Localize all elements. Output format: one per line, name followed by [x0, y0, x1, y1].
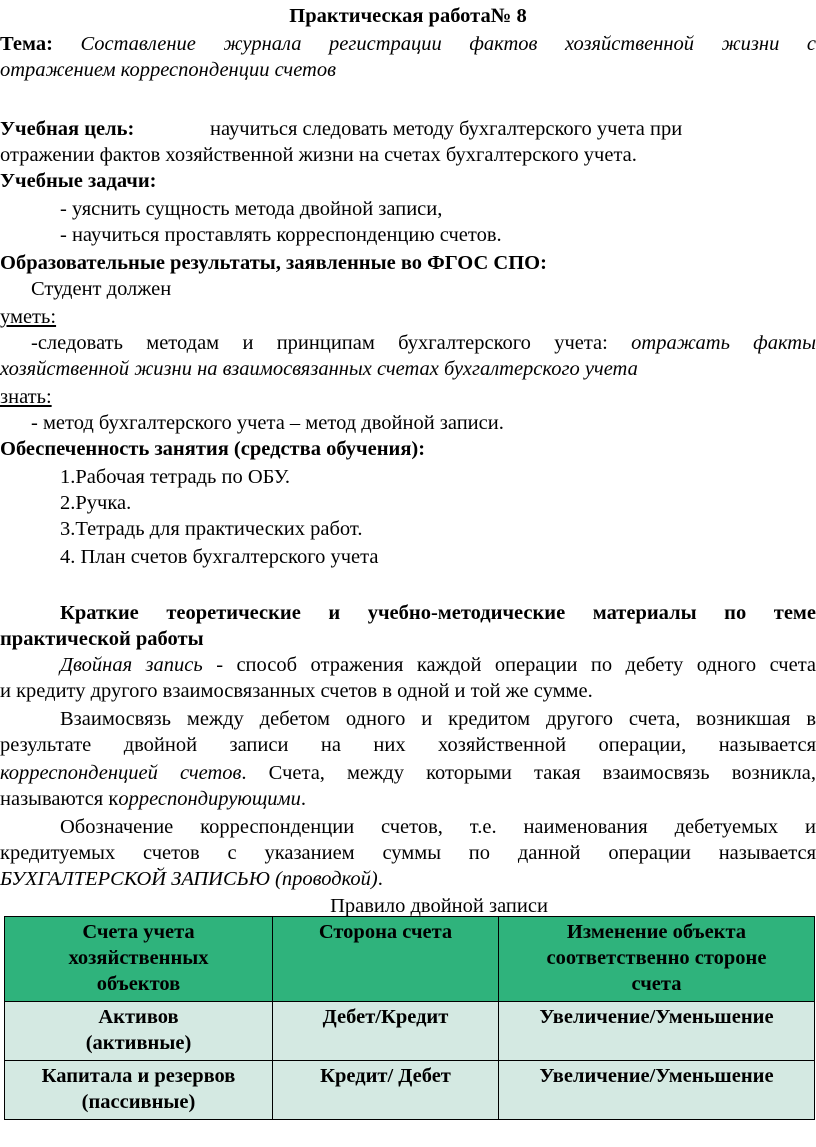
student-line: Студент должен: [31, 278, 172, 300]
provision-item: 4. План счетов бухгалтерского учета: [60, 546, 379, 568]
goal-line-2: отражении фактов хозяйственной жизни на счетах бухгалтерского учета.: [0, 144, 637, 166]
goal-label: Учебная цель:: [0, 118, 135, 140]
page-title: Практическая работа№ 8: [289, 5, 527, 27]
p2-term: корреспонденцией счетов: [0, 762, 242, 784]
goal-line-1: [0, 116, 816, 142]
provision-item: 3.Тетрадь для практических работ.: [60, 518, 363, 540]
p3-line-2: кредитуемых счетов с указанием суммы по данной операции называется: [0, 842, 816, 864]
goal-text: научиться следовать методу бухгалтерского учета при: [210, 118, 683, 140]
can-line-2: хозяйственной жизни на взаимосвязанных счетах бухгалтерского учета: [0, 358, 638, 380]
topic-text: Составление журнала регистрации фактов хозяйственной жизни с: [80, 33, 816, 55]
p2-line-2: результате двойной записи на них хозяйственной операции, называется: [0, 734, 816, 756]
table-cell: Капитала и резервов (пассивные): [5, 1061, 273, 1120]
p2-line-4-text: называются к: [0, 788, 119, 810]
p3-line-1: Обозначение корреспонденции счетов, т.е. наименования дебетуемых и: [60, 816, 816, 838]
theory-heading-line-1: Краткие теоретические и учебно-методические материалы по теме: [60, 602, 816, 624]
p2-line-4-end: .: [300, 788, 307, 810]
table-row: [5, 1002, 815, 1061]
p3-line-3: [0, 866, 383, 892]
p2-line-1: Взаимосвязь между дебетом одного и кредитом другого счета, возникшая в: [60, 708, 816, 730]
can-text-italic: отражать факты: [631, 332, 816, 354]
p2-line-3: [0, 760, 816, 786]
p2-line-4-term: орреспондирующими: [118, 788, 301, 810]
topic-line-1: [0, 31, 816, 57]
topic-label: Тема:: [0, 33, 53, 55]
table-cell: Активов (активные): [5, 1002, 273, 1061]
table-cell: Дебет/Кредит: [273, 1002, 499, 1061]
table-header-cell: Сторона счета: [273, 917, 499, 1002]
provision-item: 2.Ручка.: [60, 492, 132, 514]
p2-line-4: [0, 786, 306, 812]
p2-rest: . Счета, между которыми такая взаимосвязь возникла,: [241, 762, 816, 784]
p1-rest: - способ отражения каждой операции по дебету одного счета: [202, 654, 816, 676]
p3-term: БУХГАЛТЕРСКОЙ ЗАПИСЬЮ (проводкой): [0, 868, 378, 890]
theory-heading-line-2: практической работы: [0, 628, 204, 650]
p1-line-2: и кредиту другого взаимосвязанных счетов в одной и той же сумме.: [0, 680, 593, 702]
results-heading: Образовательные результаты, заявленные во ФГОС СПО:: [0, 252, 547, 274]
topic-line-2: отражением корреспонденции счетов: [0, 59, 336, 81]
task-item: - научиться проставлять корреспонденцию счетов.: [60, 224, 502, 246]
can-text: -следовать методам и принципам бухгалтерского учета:: [31, 332, 608, 354]
table-row: [5, 1061, 815, 1120]
p3-end: .: [377, 868, 383, 890]
table-header-cell: Счета учета хозяйственных объектов: [5, 917, 273, 1002]
can-label: уметь:: [0, 306, 57, 328]
table-caption: Правило двойной записи: [330, 895, 548, 917]
double-entry-table: [4, 916, 815, 1120]
provision-item: 1.Рабочая тетрадь по ОБУ.: [60, 466, 291, 488]
table-cell: Кредит/ Дебет: [273, 1061, 499, 1120]
table-cell: Увеличение/Уменьшение: [499, 1061, 815, 1120]
task-item: - уяснить сущность метода двойной записи,: [60, 198, 443, 220]
p1-line-1: [60, 652, 816, 678]
table-header-row: [5, 917, 815, 1002]
p1-term: Двойная запись: [60, 654, 203, 676]
tasks-label: Учебные задачи:: [0, 170, 157, 192]
know-item: - метод бухгалтерского учета – метод двойной записи.: [31, 412, 504, 434]
table-cell: Увеличение/Уменьшение: [499, 1002, 815, 1061]
provision-heading: Обеспеченность занятия (средства обучения):: [0, 438, 426, 460]
table-header-cell: Изменение объекта соответственно стороне счета: [499, 917, 815, 1002]
can-line-1: [31, 330, 816, 356]
know-label: знать:: [0, 386, 52, 408]
